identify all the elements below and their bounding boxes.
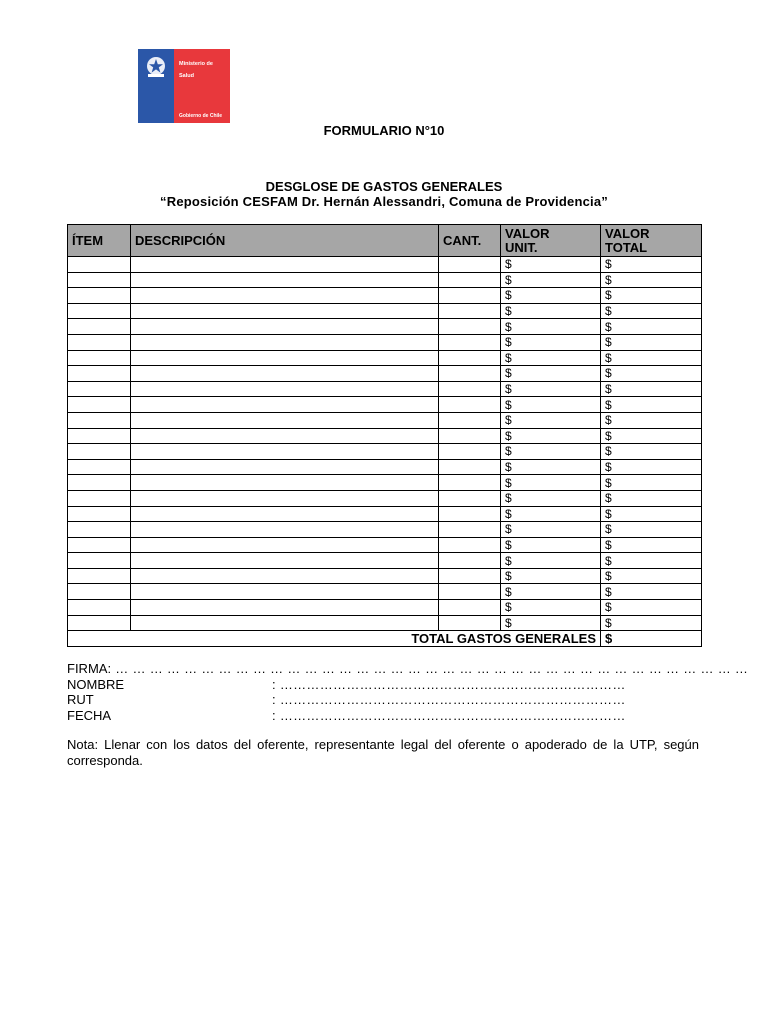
item-cell[interactable]	[68, 366, 131, 382]
description-cell[interactable]	[131, 475, 439, 491]
item-cell[interactable]	[68, 334, 131, 350]
table-row	[68, 615, 702, 631]
header-unit-value-line-1: VALOR	[505, 225, 550, 241]
table-row	[68, 537, 702, 553]
description-cell[interactable]	[131, 490, 439, 506]
coat-of-arms-icon	[141, 52, 171, 82]
total-value-cell[interactable]: $	[601, 412, 702, 428]
signature-row-rut	[67, 692, 707, 708]
quantity-cell[interactable]	[439, 584, 501, 600]
description-cell[interactable]	[131, 428, 439, 444]
total-value-cell[interactable]: $	[601, 397, 702, 413]
signature-field[interactable]: : … … … … … … … … … … … … … … … … … … … … … … … … … … … … … … … … … … … … …	[107, 661, 749, 676]
table-row	[68, 397, 702, 413]
unit-value-cell[interactable]: $	[501, 350, 601, 366]
item-cell[interactable]	[68, 350, 131, 366]
header-unit-value-line-2: UNIT.	[505, 239, 538, 255]
unit-value-cell[interactable]: $	[501, 490, 601, 506]
header-description: DESCRIPCIÓN	[131, 225, 439, 257]
description-cell[interactable]	[131, 459, 439, 475]
table-row	[68, 475, 702, 491]
item-cell[interactable]	[68, 568, 131, 584]
item-cell[interactable]	[68, 490, 131, 506]
table-row	[68, 319, 702, 335]
description-cell[interactable]	[131, 303, 439, 319]
total-value-cell[interactable]: $	[601, 381, 702, 397]
table-row	[68, 257, 702, 273]
unit-value-cell[interactable]: $	[501, 568, 601, 584]
form-title: FORMULARIO N°10	[323, 123, 445, 138]
description-cell[interactable]	[131, 615, 439, 631]
table-row	[68, 568, 702, 584]
unit-value-cell[interactable]: $	[501, 553, 601, 569]
unit-value-cell[interactable]: $	[501, 600, 601, 616]
total-value-cell[interactable]: $	[601, 288, 702, 304]
total-value-cell[interactable]: $	[601, 272, 702, 288]
quantity-cell[interactable]	[439, 615, 501, 631]
signature-row-firma	[67, 661, 749, 677]
signature-label: FIRMA	[67, 661, 108, 676]
expenses-table	[67, 224, 702, 647]
logo-red-panel	[174, 49, 230, 123]
total-value-cell[interactable]: $	[601, 584, 702, 600]
note-text: Nota: Llenar con los datos del oferente, representante legal del oferente o apoderado de la UTP, según corresponda.	[67, 737, 699, 768]
total-value-cell[interactable]: $	[601, 600, 702, 616]
total-value-cell[interactable]: $	[601, 553, 702, 569]
table-row	[68, 381, 702, 397]
quantity-cell[interactable]	[439, 428, 501, 444]
description-cell[interactable]	[131, 288, 439, 304]
logo-line-1: Ministerio de	[179, 61, 213, 67]
item-cell[interactable]	[68, 303, 131, 319]
table-row	[68, 288, 702, 304]
signature-field[interactable]: : ……………………………………………………………………	[272, 676, 626, 692]
unit-value-cell[interactable]: $	[501, 257, 601, 273]
unit-value-cell[interactable]: $	[501, 584, 601, 600]
quantity-cell[interactable]	[439, 506, 501, 522]
item-cell[interactable]	[68, 522, 131, 538]
quantity-cell[interactable]	[439, 381, 501, 397]
total-value-cell[interactable]: $	[601, 522, 702, 538]
header-item: ÍTEM	[68, 225, 131, 257]
total-value-cell[interactable]: $	[601, 350, 702, 366]
description-cell[interactable]	[131, 366, 439, 382]
quantity-cell[interactable]	[439, 319, 501, 335]
signature-label: FECHA	[67, 707, 112, 723]
total-value-cell[interactable]: $	[601, 334, 702, 350]
total-value-cell[interactable]: $	[601, 490, 702, 506]
quantity-cell[interactable]	[439, 522, 501, 538]
quantity-cell[interactable]	[439, 257, 501, 273]
quantity-cell[interactable]	[439, 397, 501, 413]
header-total-value	[601, 225, 702, 257]
total-value-cell[interactable]: $	[601, 444, 702, 460]
total-value-cell[interactable]: $	[601, 475, 702, 491]
unit-value-cell[interactable]: $	[501, 366, 601, 382]
description-cell[interactable]	[131, 272, 439, 288]
total-value: $	[601, 631, 702, 647]
unit-value-cell[interactable]: $	[501, 412, 601, 428]
total-value-cell[interactable]: $	[601, 366, 702, 382]
item-cell[interactable]	[68, 397, 131, 413]
logo-government-text: Gobierno de Chile	[179, 113, 223, 119]
quantity-cell[interactable]	[439, 553, 501, 569]
unit-value-cell[interactable]: $	[501, 615, 601, 631]
description-cell[interactable]	[131, 381, 439, 397]
table-row	[68, 459, 702, 475]
description-cell[interactable]	[131, 506, 439, 522]
item-cell[interactable]	[68, 475, 131, 491]
unit-value-cell[interactable]: $	[501, 475, 601, 491]
table-row	[68, 334, 702, 350]
table-body	[68, 257, 702, 631]
document-heading: DESGLOSE DE GASTOS GENERALES	[265, 179, 503, 194]
table-row	[68, 490, 702, 506]
description-cell[interactable]	[131, 444, 439, 460]
header-quantity: CANT.	[439, 225, 501, 257]
description-cell[interactable]	[131, 553, 439, 569]
total-row	[68, 631, 702, 647]
quantity-cell[interactable]	[439, 568, 501, 584]
unit-value-cell[interactable]: $	[501, 334, 601, 350]
total-label: TOTAL GASTOS GENERALES	[68, 631, 601, 647]
table-row	[68, 522, 702, 538]
quantity-cell[interactable]	[439, 475, 501, 491]
signature-row-fecha	[67, 708, 707, 724]
item-cell[interactable]	[68, 428, 131, 444]
quantity-cell[interactable]	[439, 537, 501, 553]
table-row	[68, 444, 702, 460]
quantity-cell[interactable]	[439, 288, 501, 304]
unit-value-cell[interactable]: $	[501, 381, 601, 397]
unit-value-cell[interactable]: $	[501, 459, 601, 475]
table-row	[68, 272, 702, 288]
item-cell[interactable]	[68, 288, 131, 304]
unit-value-cell[interactable]: $	[501, 444, 601, 460]
quantity-cell[interactable]	[439, 490, 501, 506]
signature-block	[67, 661, 749, 723]
unit-value-cell[interactable]: $	[501, 522, 601, 538]
unit-value-cell[interactable]: $	[501, 288, 601, 304]
unit-value-cell[interactable]: $	[501, 319, 601, 335]
total-value-cell[interactable]: $	[601, 303, 702, 319]
table-row	[68, 584, 702, 600]
unit-value-cell[interactable]: $	[501, 428, 601, 444]
total-value-cell[interactable]: $	[601, 615, 702, 631]
ministerio-salud-logo	[138, 49, 230, 123]
table-header-row	[68, 225, 702, 257]
description-cell[interactable]	[131, 412, 439, 428]
signature-row-nombre	[67, 677, 707, 693]
item-cell[interactable]	[68, 615, 131, 631]
unit-value-cell[interactable]: $	[501, 272, 601, 288]
item-cell[interactable]	[68, 459, 131, 475]
quantity-cell[interactable]	[439, 600, 501, 616]
description-cell[interactable]	[131, 568, 439, 584]
unit-value-cell[interactable]: $	[501, 397, 601, 413]
quantity-cell[interactable]	[439, 366, 501, 382]
total-value-cell[interactable]: $	[601, 506, 702, 522]
table-row	[68, 303, 702, 319]
quantity-cell[interactable]	[439, 350, 501, 366]
header-total-value-line-2: TOTAL	[605, 239, 648, 255]
quantity-cell[interactable]	[439, 459, 501, 475]
item-cell[interactable]	[68, 257, 131, 273]
item-cell[interactable]	[68, 412, 131, 428]
total-value-cell[interactable]: $	[601, 257, 702, 273]
quantity-cell[interactable]	[439, 444, 501, 460]
quantity-cell[interactable]	[439, 272, 501, 288]
description-cell[interactable]	[131, 350, 439, 366]
table-row	[68, 350, 702, 366]
logo-line-2: Salud	[179, 73, 194, 79]
logo-ministry-text	[179, 55, 227, 79]
item-cell[interactable]	[68, 553, 131, 569]
description-cell[interactable]	[131, 397, 439, 413]
table-row	[68, 600, 702, 616]
table-row	[68, 428, 702, 444]
total-value-cell[interactable]: $	[601, 319, 702, 335]
unit-value-cell[interactable]: $	[501, 303, 601, 319]
item-cell[interactable]	[68, 272, 131, 288]
signature-label: NOMBRE	[67, 676, 125, 692]
description-cell[interactable]	[131, 334, 439, 350]
item-cell[interactable]	[68, 381, 131, 397]
quantity-cell[interactable]	[439, 303, 501, 319]
header-unit-value	[501, 225, 601, 257]
total-value-cell[interactable]: $	[601, 568, 702, 584]
quantity-cell[interactable]	[439, 334, 501, 350]
total-value-cell[interactable]: $	[601, 537, 702, 553]
item-cell[interactable]	[68, 600, 131, 616]
logo-blue-panel	[138, 49, 174, 123]
item-cell[interactable]	[68, 537, 131, 553]
table-row	[68, 366, 702, 382]
total-value-cell[interactable]: $	[601, 459, 702, 475]
signature-field[interactable]: : ……………………………………………………………………	[272, 707, 626, 723]
description-cell[interactable]	[131, 600, 439, 616]
item-cell[interactable]	[68, 584, 131, 600]
item-cell[interactable]	[68, 444, 131, 460]
document-subheading: “Reposición CESFAM Dr. Hernán Alessandri, Comuna de Providencia”	[160, 194, 608, 209]
description-cell[interactable]	[131, 522, 439, 538]
signature-field[interactable]: : ……………………………………………………………………	[272, 692, 626, 707]
unit-value-cell[interactable]: $	[501, 506, 601, 522]
header-total-value-line-1: VALOR	[605, 225, 650, 241]
item-cell[interactable]	[68, 319, 131, 335]
description-cell[interactable]	[131, 584, 439, 600]
quantity-cell[interactable]	[439, 412, 501, 428]
unit-value-cell[interactable]: $	[501, 537, 601, 553]
table-row	[68, 553, 702, 569]
total-value-cell[interactable]: $	[601, 428, 702, 444]
table-row	[68, 506, 702, 522]
description-cell[interactable]	[131, 319, 439, 335]
description-cell[interactable]	[131, 537, 439, 553]
description-cell[interactable]	[131, 257, 439, 273]
table-row	[68, 412, 702, 428]
signature-label: RUT	[67, 692, 94, 707]
item-cell[interactable]	[68, 506, 131, 522]
